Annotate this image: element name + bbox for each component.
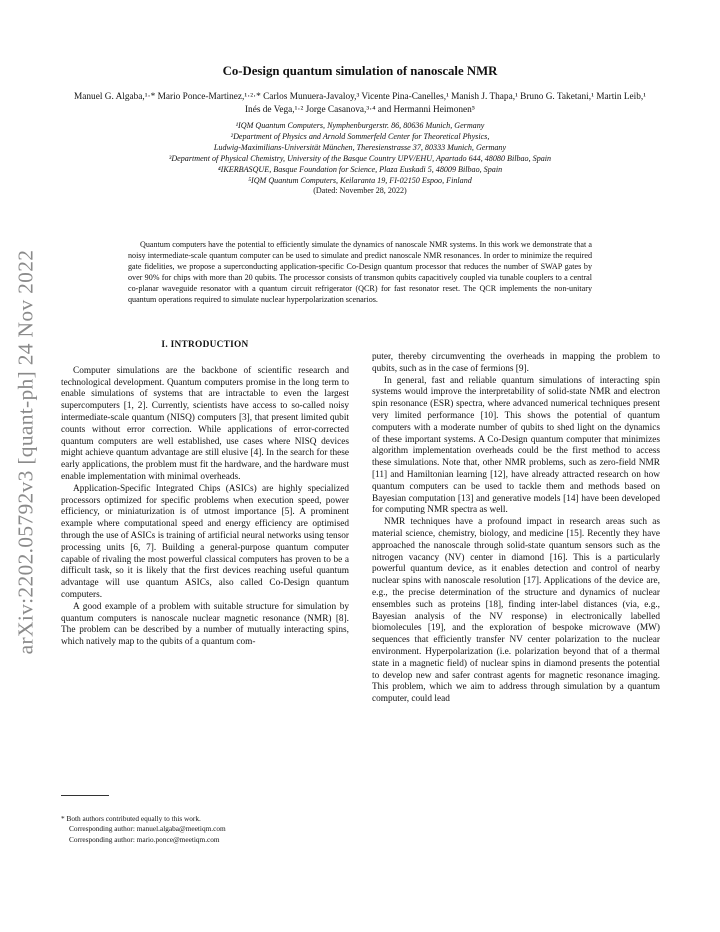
footnote: Corresponding author: mario.ponce@meetiqm.com — [69, 834, 220, 844]
affiliation-line: ⁴IKERBASQUE, Basque Foundation for Science, Plaza Euskadi 5, 48009 Bilbao, Spain — [217, 164, 503, 174]
paragraph: puter, thereby circumventing the overheads in mapping the problem to qubits, such as in the case of fermions [9]. — [372, 352, 660, 374]
affiliation-line: Ludwig-Maximilians-Universität München, Theresienstrasse 37, 80333 Munich, Germany — [213, 142, 507, 152]
footnotes — [61, 814, 349, 845]
affiliation-line: ²Department of Physics and Arnold Sommerfeld Center for Theoretical Physics, — [230, 131, 490, 141]
paper-title: Co-Design quantum simulation of nanoscale NMR — [222, 64, 498, 78]
arxiv-identifier-text: arXiv:2202.05792v3 [quant-ph] 24 Nov 2022 — [13, 249, 38, 655]
paragraph: NMR techniques have a profound impact in research areas such as material science, chemistry, biology, and medicine [15]. Recently they have approached the nanoscale through solid-state quantum sensors such as the nitrogen vacancy (NV) center in diamond [16]. This is a particularly powerful quantum device, as it enables detection and control of nearby nuclear spins with nanoscale resolution [17]. Applications of the device are, e.g., the precise determination of the structure and dynamics of nuclear ensembles such as proteins [18], finding inter-label distances (via, e.g., Bayesian analysis of the NV response) in electronically labelled biomolecules [19], and the exploration of bespoke microwave (MW) sequences that efficiently transfer NV center polarization to the nuclear environment. Hyperpolarization (i.e. polarization beyond that of a thermal state in a magnetic field) of nuclear spins in diamond presents the potential to develop new and safer contrast agents for magnetic resonance imaging. This problem, which we aim to address through simulation by a quantum computer, could lead — [372, 517, 660, 705]
affiliation-line: ¹IQM Quantum Computers, Nymphenburgerstr. 86, 80636 Munich, Germany — [235, 121, 485, 130]
affiliations — [60, 121, 660, 197]
paragraph: In general, fast and reliable quantum simulations of interacting spin systems would improve the interpretability of solid-state NMR and electron spin resonance (ESR) spectra, where advanced numerical techniques present very limited performance [10]. This shows the potential of quantum computers with a moderate number of qubits to shed light on the dynamics of these important systems. A Co-Design quantum computer that minimizes algorithm implementation overheads could be the first method to access these simulations. Note that, other NMR problems, such as zero-field NMR [11] and Hamiltonian learning [12], have already attracted research on how quantum computers can be used to tackle them and methods based on Bayesian computation [13] and generative models [14] have been developed for computing NMR spectra as well. — [372, 375, 660, 516]
affiliation-line: ³Department of Physical Chemistry, University of the Basque Country UPV/EHU, Apartado 644, 48080 Bilbao, Spain — [168, 153, 552, 163]
affiliation-line: ⁵IQM Quantum Computers, Keilaranta 19, FI-02150 Espoo, Finland — [248, 175, 472, 185]
paragraph: Computer simulations are the backbone of scientific research and technological development. Quantum computers promise in the long term to enable simulations of systems that are intractable to even the largest supercomputers [1, 2]. Currently, scientists have access to so-called noisy intermediate-scale quantum (NISQ) computers [3], that present limited qubit counts without error correction. While applications of error-corrected quantum computers are well established, use cases where NISQ devices might achieve quantum advantage are still elusive [4]. In the search for these early applications, the problem must fit the hardware, and the hardware must enable implementation with minimal overheads. — [61, 365, 349, 482]
author-list: Manuel G. Algaba,¹·* Mario Ponce-Martinez,¹·²·* Carlos Munuera-Javaloy,³ Vicente Pina-Canelles,¹ Manish J. Thapa,¹ Bruno G. Taketani,¹ Martin Leib,¹ Inés de Vega,¹·² Jorge Casanova,³·⁴ and Hermanni Heimonen⁵ — [74, 92, 646, 116]
left-column — [61, 335, 349, 649]
date-line: (Dated: November 28, 2022) — [313, 186, 407, 196]
right-column — [372, 352, 660, 706]
footnote-divider — [61, 795, 109, 796]
paragraph: Application-Specific Integrated Chips (ASICs) are highly specialized processors optimized for specific problems when execution speed, power efficiency, or miniaturization is of utmost importance [5]. A prominent example where computational speed and energy efficiency are optimised through the use of ASICs is training of artificial neural networks using tensor processing units [6, 7]. Building a general-purpose quantum computer capable of rivaling the most powerful classical computers has proven to be a difficult task, so it is likely that the first devices reaching useful quantum advantage will use quantum ASICs, also called Co-Design quantum computers. — [61, 483, 349, 600]
paragraph: A good example of a problem with suitable structure for simulation by quantum computers is nanoscale nuclear magnetic resonance (NMR) [8]. The problem can be described by a number of mutually interacting spins, which natively map to the qubits of a quantum com- — [61, 601, 349, 648]
section-heading: I. INTRODUCTION — [161, 340, 249, 350]
abstract: Quantum computers have the potential to efficiently simulate the dynamics of nanoscale NMR systems. In this work we demonstrate that a noisy intermediate-scale quantum computer can be used to simulate and predict nanoscale NMR resonances. In order to minimize the required gate fidelities, we propose a superconducting application-specific Co-Design quantum processor that reduces the number of SWAP gates by over 90% for chips with more than 20 qubits. The processor consists of transmon qubits capacitively coupled via tunable couplers to a central co-planar waveguide resonator with a quantum circuit refrigerator (QCR) for fast resonator reset. The QCR implements the non-unitary quantum operations required to simulate nuclear hyperpolarization scenarios. — [128, 240, 592, 304]
footnote: Corresponding author: manuel.algaba@meetiqm.com — [69, 824, 226, 834]
arxiv-identifier-stamp — [6, 232, 46, 672]
footnote: * Both authors contributed equally to this work. — [61, 814, 201, 823]
